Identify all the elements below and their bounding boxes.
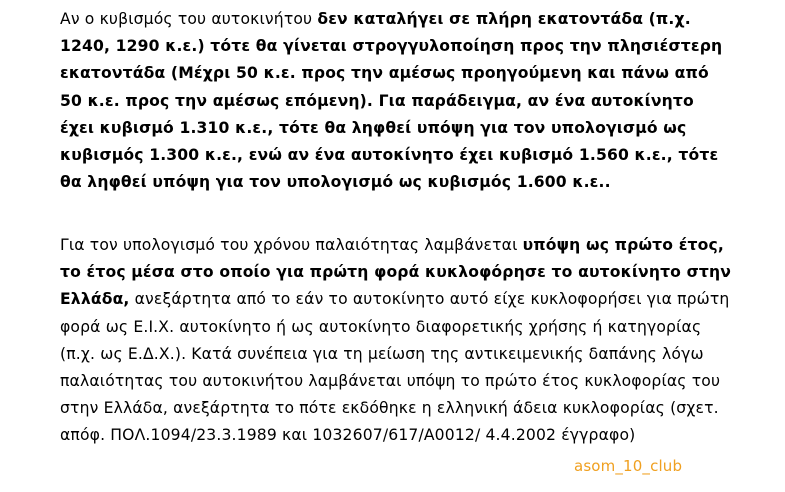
text-run: απόφ. ΠΟΛ.1094/23.3.1989 και 1032607/617/Α0012/ 4.4.2002 έγγραφο) xyxy=(60,426,636,445)
text-run: φορά ως Ε.Ι.Χ. αυτοκίνητο ή ως αυτοκίνητο διαφορετικής χρήσης ή κατηγορίας xyxy=(60,317,702,336)
paragraph-vehicle-age xyxy=(60,232,760,450)
text-run-bold: εκατοντάδα (Μέχρι 50 κ.ε. προς την αμέσως προηγούμενη και πάνω από xyxy=(60,64,709,83)
text-line xyxy=(60,88,760,115)
text-run: ανεξάρτητα από το εάν το αυτοκίνητο αυτό είχε κυκλοφορήσει για πρώτη xyxy=(129,290,730,309)
text-line xyxy=(60,6,760,33)
text-run: Για τον υπολογισμό του χρόνου παλαιότητας λαμβάνεται xyxy=(60,236,523,254)
text-run: στην Ελλάδα, ανεξάρτητα το πότε εκδόθηκε η ελληνική άδεια κυκλοφορίας (σχετ. xyxy=(60,399,719,418)
text-run-bold: 1240, 1290 κ.ε.) τότε θα γίνεται στρογγυλοποίηση προς την πλησιέστερη xyxy=(60,37,723,56)
text-line xyxy=(60,232,760,259)
text-line xyxy=(60,286,760,313)
text-line xyxy=(60,115,760,142)
text-run-bold: υπόψη ως πρώτο έτος, xyxy=(522,236,724,254)
text-run-bold: δεν καταλήγει σε πλήρη εκατοντάδα (π.χ. xyxy=(317,10,691,28)
text-run-bold: έχει κυβισμό 1.310 κ.ε., τότε θα ληφθεί υπόψη για τον υπολογισμό ως xyxy=(60,118,687,137)
text-run-bold: το έτος μέσα στο οποίο για πρώτη φορά κυκλοφόρησε το αυτοκίνητο στην xyxy=(60,263,732,282)
text-run-bold: θα ληφθεί υπόψη για τον υπολογισμό ως κυβισμός 1.600 κ.ε.. xyxy=(60,173,611,192)
text-run: (π.χ. ως Ε.Δ.Χ.). Κατά συνέπεια για τη μείωση της αντικειμενικής δαπάνης λόγω xyxy=(60,344,704,363)
text-line xyxy=(60,60,760,87)
text-line xyxy=(60,169,760,196)
text-line xyxy=(60,314,760,341)
text-run-bold: Ελλάδα, xyxy=(60,290,130,309)
text-run-bold: κυβισμός 1.300 κ.ε., ενώ αν ένα αυτοκίνητο έχει κυβισμό 1.560 κ.ε., τότε xyxy=(60,146,719,165)
watermark: asom_10_club xyxy=(574,457,683,475)
text-run: παλαιότητας του αυτοκινήτου λαμβάνεται υπόψη το πρώτο έτος κυκλοφορίας του xyxy=(60,372,721,391)
text-line xyxy=(60,422,760,449)
text-line xyxy=(60,142,760,169)
text-line xyxy=(60,395,760,422)
paragraph-engine-capacity xyxy=(60,6,760,196)
text-line xyxy=(60,259,760,286)
text-run: Αν ο κυβισμός του αυτοκινήτου xyxy=(60,10,318,28)
text-run-bold: 50 κ.ε. προς την αμέσως επόμενη). Για παράδειγμα, αν ένα αυτοκίνητο xyxy=(60,91,694,110)
text-line xyxy=(60,341,760,368)
text-line xyxy=(60,33,760,60)
text-line xyxy=(60,368,760,395)
